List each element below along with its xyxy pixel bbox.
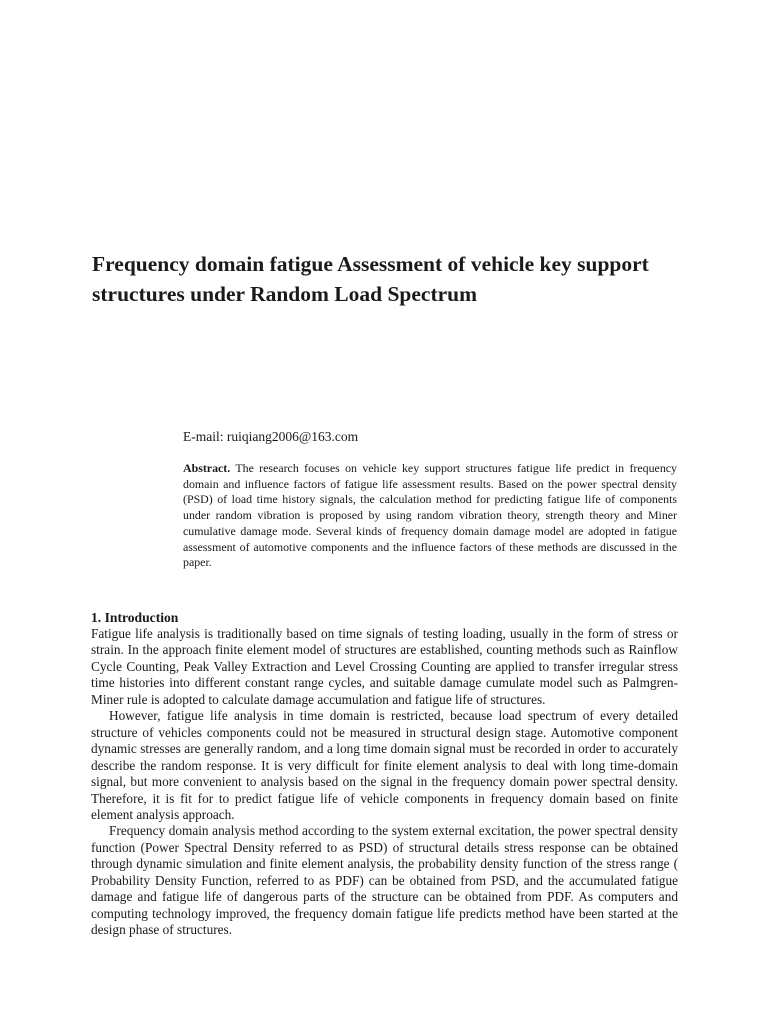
author-email: E-mail: ruiqiang2006@163.com [183, 429, 359, 444]
paragraph: Fatigue life analysis is traditionally based on time signals of testing loading, usually in the form of stress or strain. In the approach finite element model of structures are established, counting methods such as Rainflow Cycle Counting, Peak Valley Extraction and Level Crossing Counting are applied to transfer irregular stress time histories into different constant range cycles, and suitable damage cumulate model such as Palmgren-Miner rule is adopted to calculate damage accumulation and fatigue life of structures. [91, 626, 678, 707]
abstract-label: Abstract. [183, 461, 231, 475]
introduction-body [91, 626, 678, 939]
abstract [183, 461, 677, 571]
section-heading-introduction: 1. Introduction [91, 610, 179, 625]
paper-title [92, 249, 692, 309]
paragraph: However, fatigue life analysis in time domain is restricted, because load spectrum of every detailed structure of vehicles components could not be measured in structural design stage. Automotive component dynamic stresses are generally random, and a long time domain signal must be recorded in order to accurately describe the random response. It is very difficult for finite element analysis to deal with long time-domain signal, but more convenient to analysis based on the signal in the frequency domain power spectral density. Therefore, it is fit for to predict fatigue life of vehicle components in frequency domain based on finite element analysis approach. [91, 708, 678, 822]
title-line: Frequency domain fatigue Assessment of vehicle key support [92, 252, 649, 276]
title-line: structures under Random Load Spectrum [92, 282, 478, 306]
paragraph: Frequency domain analysis method according to the system external excitation, the power spectral density function (Power Spectral Density referred to as PSD) of structural details stress response can be obtained through dynamic simulation and finite element analysis, the probability density function of the stress range ( Probability Density Function, referred to as PDF) can be obtained from PSD, and the accumulated fatigue damage and fatigue life of dangerous parts of the structure can be obtained from PDF. As computers and computing technology improved, the frequency domain fatigue life predicts method have been started at the design phase of structures. [91, 823, 678, 938]
abstract-text: The research focuses on vehicle key support structures fatigue life predict in frequency domain and influence factors of fatigue life assessment results. Based on the power spectral density (PSD) of load time history signals, the calculation method for predicting fatigue life of components under random vibration is proposed by using random vibration theory, strength theory and Miner cumulative damage mode. Several kinds of frequency domain damage model are adopted in fatigue assessment of automotive components and the influence factors of these methods are discussed in the paper. [183, 461, 677, 570]
